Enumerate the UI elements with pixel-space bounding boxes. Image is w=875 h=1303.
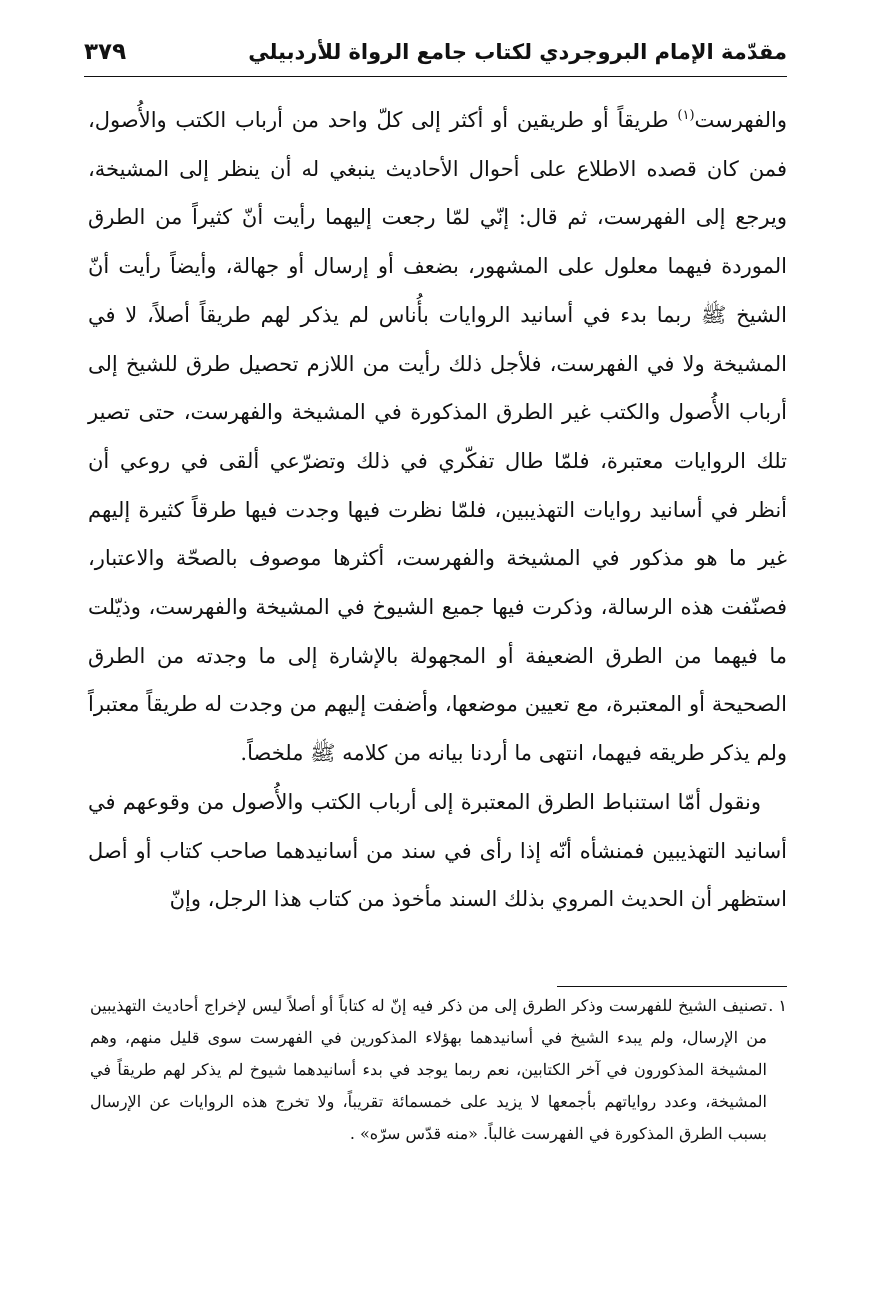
header-divider <box>84 76 787 77</box>
footnote-reference[interactable]: (١) <box>677 108 695 123</box>
footnote-1 <box>90 990 787 1150</box>
paragraph-1-text: طريقاً أو طريقين أو أكثر إلى كلّ واحد من أرباب الكتب والأُصول، فمن كان قصده الاطلاع على أحوال الأحاديث ينبغي له أن ينظر إلى المشيخة، ويرجع إلى الفهرست، ثم قال: إنّي لمّا رجعت إليهما رأيت أنّ كثيراً من الطرق الموردة فيهما معلول على المشهور، بضعف أو إرسال أو جهالة، وأيضاً رأيت أنّ الشيخ ﷺ ربما بدء في أسانيد الروايات بأُناس لم يذكر لهم طريقاً أصلاً، لا في المشيخة ولا في الفهرست، فلأجل ذلك رأيت من اللازم تحصيل طرق للشيخ إلى أرباب الأُصول والكتب غير الطرق المذكورة في المشيخة والفهرست، حتى تصير تلك الروايات معتبرة، فلمّا طال تفكّري في ذلك وتضرّعي ألقى في روعي أن أنظر في أسانيد روايات التهذيبين، فلمّا نظرت فيها وجدت فيها طرقاً كثيرة إليهم غير ما هو مذكور في المشيخة والفهرست، أكثرها موصوف بالصحّة والاعتبار، فصنّفت هذه الرسالة، وذكرت فيها جميع الشيوخ في المشيخة والفهرست، وذيّلت ما فيهما من الطرق الضعيفة أو المجهولة بالإشارة إلى ما وجدته من الطرق الصحيحة أو المعتبرة، مع تعيين موضعها، وأضفت إليهم من وجدت له طريقاً معتبراً ولم يذكر طريقه فيهما، انتهى ما أردنا بيانه من كلامه ﷺ ملخصاً. <box>88 108 787 766</box>
running-header <box>84 30 787 74</box>
footnote-number: ١ . <box>768 996 787 1015</box>
page-number: ٣٧٩ <box>84 39 127 65</box>
paragraph-1 <box>88 96 787 778</box>
header-title: مقدّمة الإمام البروجردي لكتاب جامع الرواة للأردبيلي <box>248 40 787 64</box>
footnote-text: تصنيف الشيخ للفهرست وذكر الطرق إلى من ذكر فيه إنّ له كتاباً أو أصلاً ليس لإخراج أحاديث التهذيبين من الإرسال، ولم يبدء الشيخ في أسانيدهما بهؤلاء المذكورين في الفهرست سوى قليل منهم، وهم المشيخة المذكورون في آخر الكتابين، نعم ربما يوجد في بدء أسانيدهما شيوخ لم يذكر لهم طريقاً في المشيخة، وعدد رواياتهم بأجمعها لا يزيد على خمسمائة تقريباً، ولا تخرج هذه الروايات عن الإرسال بسبب الطرق المذكورة في الفهرست غالباً. «منه قدّس سرّه» . <box>90 996 767 1143</box>
footnotes-section <box>90 990 787 1150</box>
paragraph-2: ونقول أمّا استنباط الطرق المعتبرة إلى أرباب الكتب والأُصول من وقوعهم في أسانيد التهذيبين فمنشأه أنّه إذا رأى في سند من أسانيدهما صاحب كتاب أو أصل استظهر أن الحديث المروي بذلك السند مأخوذ من كتاب هذا الرجل، وإنّ <box>88 789 787 912</box>
footnote-divider <box>557 986 787 987</box>
main-text <box>88 96 787 924</box>
paragraph-1-lead: والفهرست <box>694 108 787 132</box>
